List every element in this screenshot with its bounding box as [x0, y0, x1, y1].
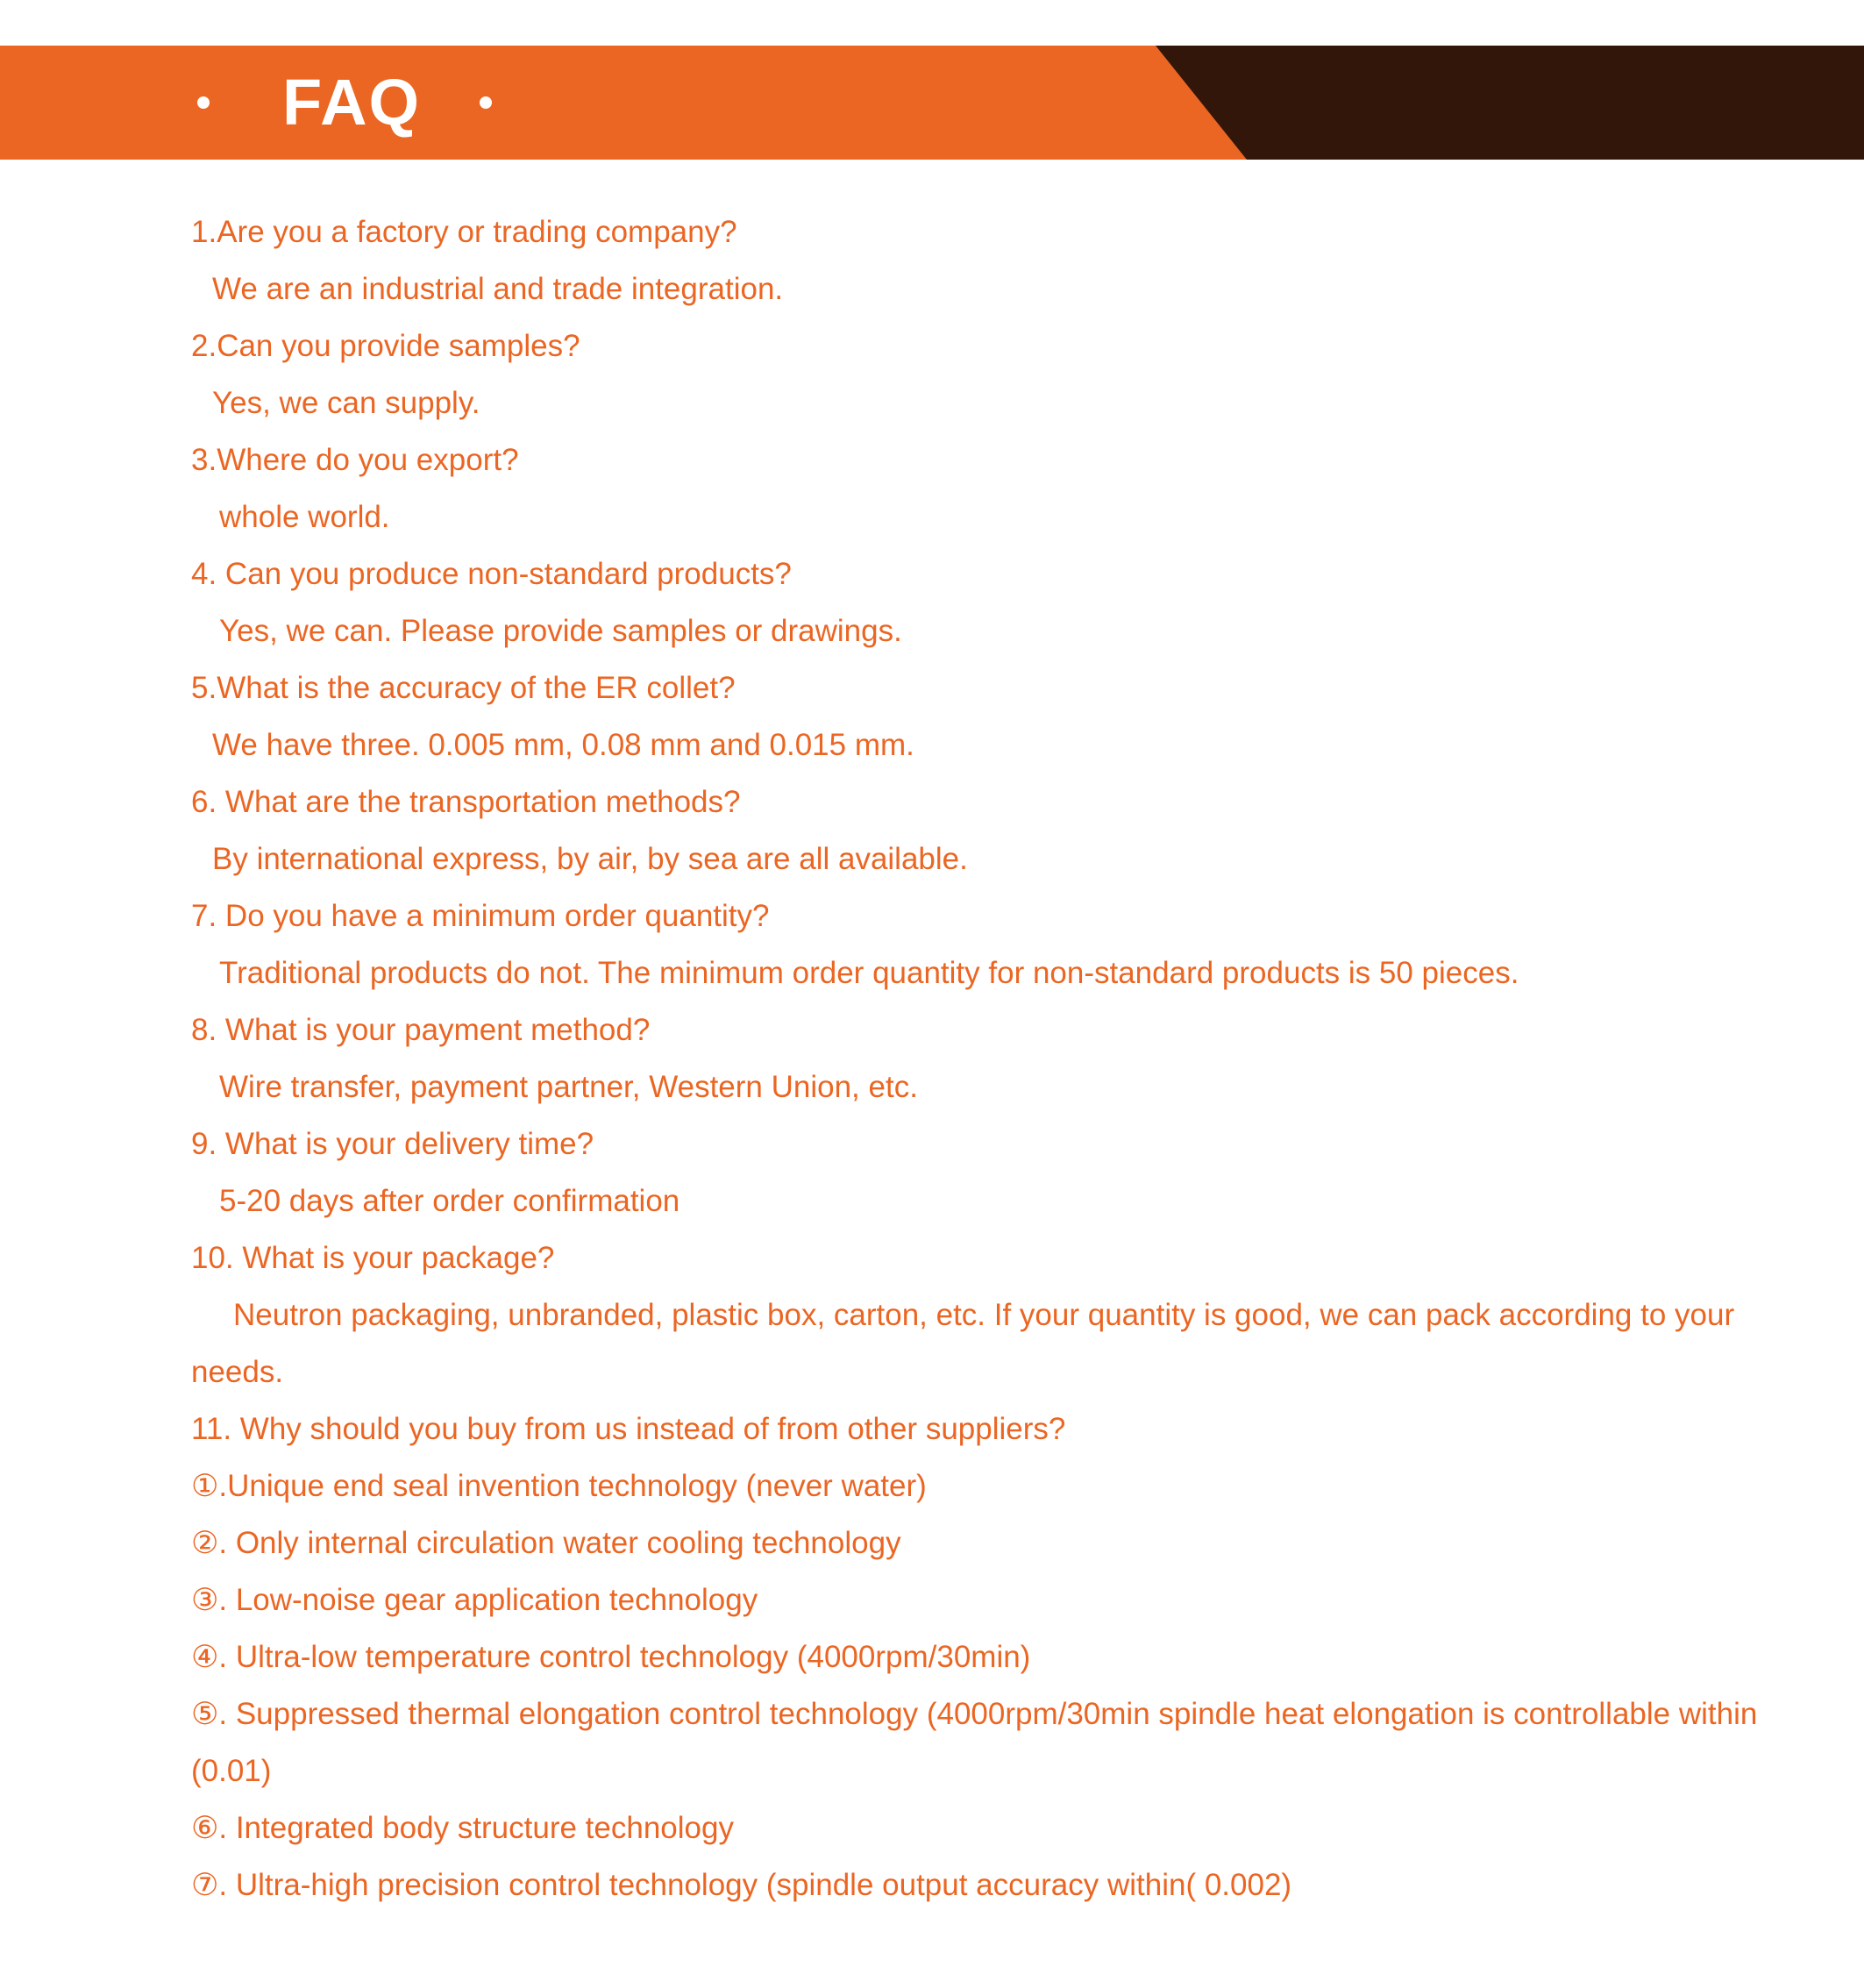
- faq-answer: whole world.: [219, 500, 390, 534]
- faq-list: [191, 203, 1822, 1913]
- faq-question: 3.Where do you export?: [191, 443, 519, 477]
- faq-question: 7. Do you have a minimum order quantity?: [191, 899, 770, 933]
- faq-answer: Neutron packaging, unbranded, plastic box, carton, etc. If your quantity is good, we can pack according to your needs.: [191, 1298, 1735, 1389]
- faq-answer: We are an industrial and trade integration.: [212, 272, 784, 306]
- faq-question: 8. What is your payment method?: [191, 1013, 651, 1047]
- reason-item: ③. Low-noise gear application technology: [191, 1583, 758, 1617]
- faq-answer: We have three. 0.005 mm, 0.08 mm and 0.015 mm.: [212, 728, 914, 762]
- reason-item: ①.Unique end seal invention technology (never water): [191, 1469, 927, 1503]
- faq-question: 9. What is your delivery time?: [191, 1127, 594, 1161]
- faq-answer: Traditional products do not. The minimum order quantity for non-standard products is 50 pieces.: [219, 956, 1519, 990]
- faq-answer: Yes, we can. Please provide samples or drawings.: [219, 614, 902, 648]
- reason-item: ⑥. Integrated body structure technology: [191, 1811, 734, 1845]
- bullet-left-icon: [197, 96, 210, 109]
- banner-dark-corner: [0, 46, 1864, 160]
- faq-answer: By international express, by air, by sea are all available.: [212, 842, 968, 876]
- page-title: FAQ: [282, 66, 422, 139]
- faq-answer: 5-20 days after order confirmation: [219, 1184, 680, 1218]
- faq-answer: Wire transfer, payment partner, Western Union, etc.: [219, 1070, 918, 1104]
- faq-header-banner: [0, 46, 1864, 160]
- reason-item: ⑤. Suppressed thermal elongation control technology (4000rpm/30min spindle heat elongation is controllable within (0.01): [191, 1697, 1758, 1788]
- faq-question: 6. What are the transportation methods?: [191, 785, 741, 819]
- faq-answer: Yes, we can supply.: [212, 386, 480, 420]
- reason-item: ④. Ultra-low temperature control technology (4000rpm/30min): [191, 1640, 1031, 1674]
- bullet-right-icon: [480, 96, 492, 109]
- reason-item: ②. Only internal circulation water cooling technology: [191, 1526, 901, 1560]
- faq-question: 11. Why should you buy from us instead of from other suppliers?: [191, 1412, 1066, 1446]
- reason-item: ⑦. Ultra-high precision control technology (spindle output accuracy within( 0.002): [191, 1868, 1292, 1902]
- faq-question: 4. Can you produce non-standard products?: [191, 557, 792, 591]
- faq-question: 2.Can you provide samples?: [191, 329, 580, 363]
- faq-question: 10. What is your package?: [191, 1241, 555, 1275]
- faq-question: 1.Are you a factory or trading company?: [191, 215, 737, 249]
- faq-question: 5.What is the accuracy of the ER collet?: [191, 671, 736, 705]
